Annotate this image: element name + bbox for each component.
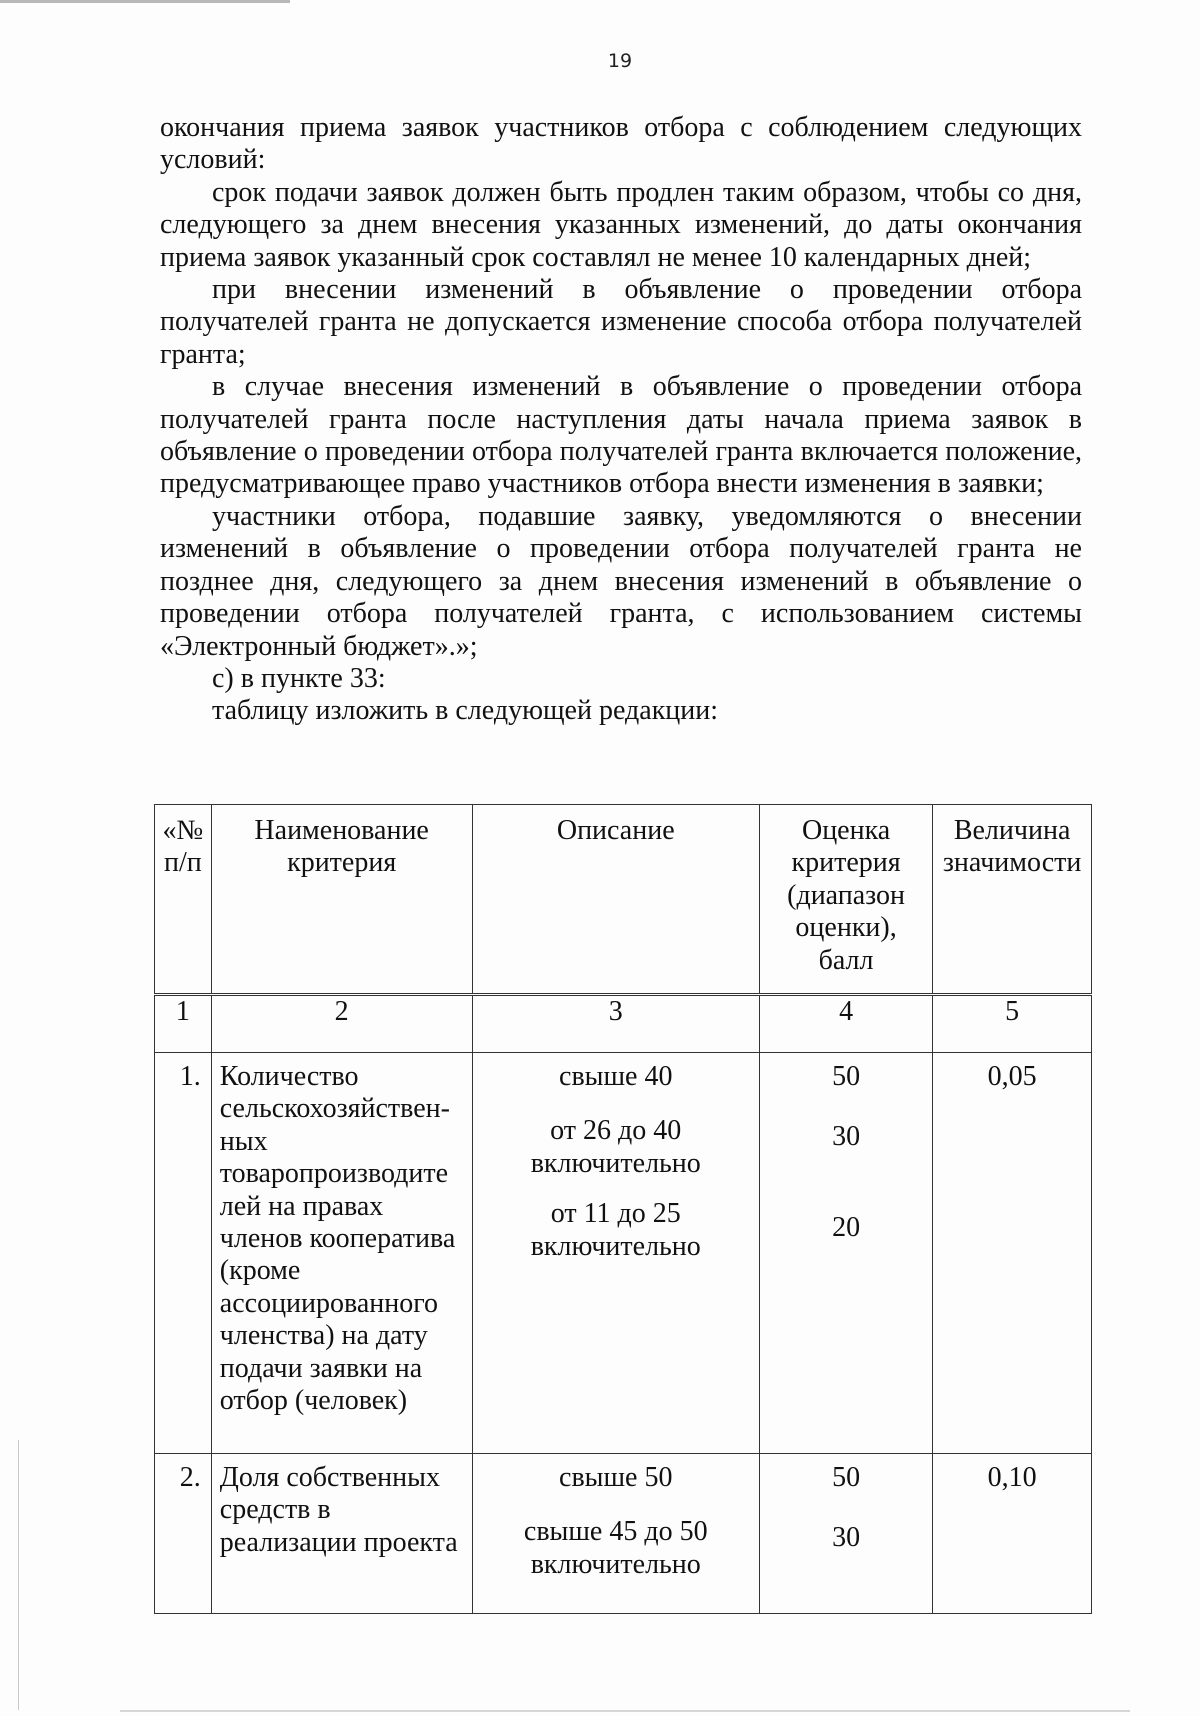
criterion-weight: 0,05 — [933, 1053, 1092, 1454]
criterion-description — [472, 1053, 759, 1454]
column-number: 1 — [155, 995, 212, 1053]
description-line: от 11 до 25 — [550, 1198, 681, 1230]
description-item — [473, 1115, 759, 1180]
name-line: реализации проекта — [219, 1526, 458, 1558]
name-line: лей на правах — [219, 1190, 384, 1222]
paragraph: в случае внесения изменений в объявление о проведении отбора получателей гранта после наступления даты начала приема заявок в объявление о проведении отбора получателей гранта включается положение, предусматривающее право участников отбора внести изменения в заявки; — [160, 371, 1082, 500]
header-cell-score — [759, 805, 932, 995]
header-text: оценки), — [795, 912, 897, 944]
name-line: сельскохозяйствен- — [219, 1093, 450, 1125]
criterion-description — [472, 1454, 759, 1614]
header-text: Описание — [556, 815, 675, 846]
header-text: критерия — [287, 847, 397, 879]
description-line: от 26 до 40 — [550, 1115, 682, 1147]
description-item — [473, 1198, 759, 1263]
scan-edge-top — [0, 0, 290, 3]
table-row — [155, 1454, 1092, 1614]
paragraph: участники отбора, подавшие заявку, уведомляются о внесении изменений в объявление о проведении отбора получателей гранта не позднее дня, следующего за днем внесения изменений в объявление о проведении отбора получателей гранта, с использованием системы «Электронный бюджет».»; — [160, 500, 1082, 662]
name-line: ных — [219, 1125, 268, 1157]
description-line: включительно — [530, 1230, 701, 1262]
name-line: товаропроизводите — [219, 1158, 449, 1190]
criterion-name — [211, 1053, 472, 1454]
row-index: 1. — [155, 1053, 212, 1454]
header-text: Оценка — [801, 815, 891, 846]
score-value: 50 — [832, 1061, 861, 1092]
header-text: п/п — [164, 847, 202, 879]
column-number: 3 — [472, 995, 759, 1053]
description-item — [473, 1061, 759, 1093]
column-number-row — [155, 995, 1092, 1053]
description-line: свыше 45 до 50 — [523, 1516, 708, 1548]
name-line: членства) на дату — [219, 1320, 428, 1352]
name-line: Доля собственных — [219, 1462, 440, 1493]
name-line: Количество — [219, 1061, 359, 1092]
score-value: 20 — [832, 1211, 861, 1243]
table-header-row — [155, 805, 1092, 995]
header-text: значимости — [942, 847, 1082, 879]
body-text — [160, 112, 1082, 728]
description-line: свыше 40 — [559, 1061, 673, 1092]
description-line: свыше 50 — [559, 1462, 673, 1493]
paragraph: окончания приема заявок участников отбора с соблюдением следующих условий: — [160, 112, 1082, 176]
description-item — [473, 1462, 759, 1494]
description-line: включительно — [530, 1147, 701, 1179]
criterion-weight: 0,10 — [933, 1454, 1092, 1614]
name-line: отбор (человек) — [219, 1385, 408, 1417]
scan-edge-left — [18, 1440, 19, 1710]
table-row — [155, 1053, 1092, 1454]
criterion-name — [211, 1454, 472, 1614]
paragraph: срок подачи заявок должен быть продлен таким образом, чтобы со дня, следующего за днем внесения указанных изменений, до даты окончания приема заявок указанный срок составлял не менее 10 календарных дней; — [160, 176, 1082, 273]
header-cell-name — [211, 805, 472, 995]
header-cell-weight — [933, 805, 1092, 995]
criteria-table — [154, 804, 1092, 1614]
header-text: Величина — [953, 815, 1071, 846]
row-index: 2. — [155, 1454, 212, 1614]
header-text: (диапазон — [787, 879, 906, 911]
paragraph: таблицу изложить в следующей редакции: — [212, 695, 719, 727]
column-number: 5 — [933, 995, 1092, 1053]
header-text: «№ — [162, 815, 204, 846]
name-line: подачи заявки на — [219, 1352, 423, 1384]
paragraph: с) в пункте 33: — [212, 662, 386, 694]
score-value: 50 — [832, 1462, 861, 1493]
page-number: 19 — [607, 50, 633, 72]
header-text: критерия — [791, 847, 901, 879]
header-cell-number — [155, 805, 212, 995]
column-number: 2 — [211, 995, 472, 1053]
scan-edge-bottom — [120, 1710, 1130, 1712]
score-value: 30 — [832, 1522, 861, 1554]
description-line: включительно — [530, 1548, 701, 1580]
name-line: членов кооператива — [219, 1223, 456, 1255]
name-line: (кроме — [219, 1255, 301, 1287]
criterion-score — [759, 1053, 932, 1454]
header-text: балл — [818, 944, 874, 976]
paragraph: при внесении изменений в объявление о проведении отбора получателей гранта не допускается изменение способа отбора получателей гранта; — [160, 274, 1082, 370]
score-value: 30 — [832, 1121, 861, 1153]
column-number: 4 — [759, 995, 932, 1053]
criterion-score — [759, 1454, 932, 1614]
name-line: средств в — [219, 1494, 331, 1526]
name-line: ассоциированного — [219, 1287, 439, 1319]
header-cell-description — [472, 805, 759, 995]
header-text: Наименование — [254, 815, 429, 846]
description-item — [473, 1516, 759, 1581]
